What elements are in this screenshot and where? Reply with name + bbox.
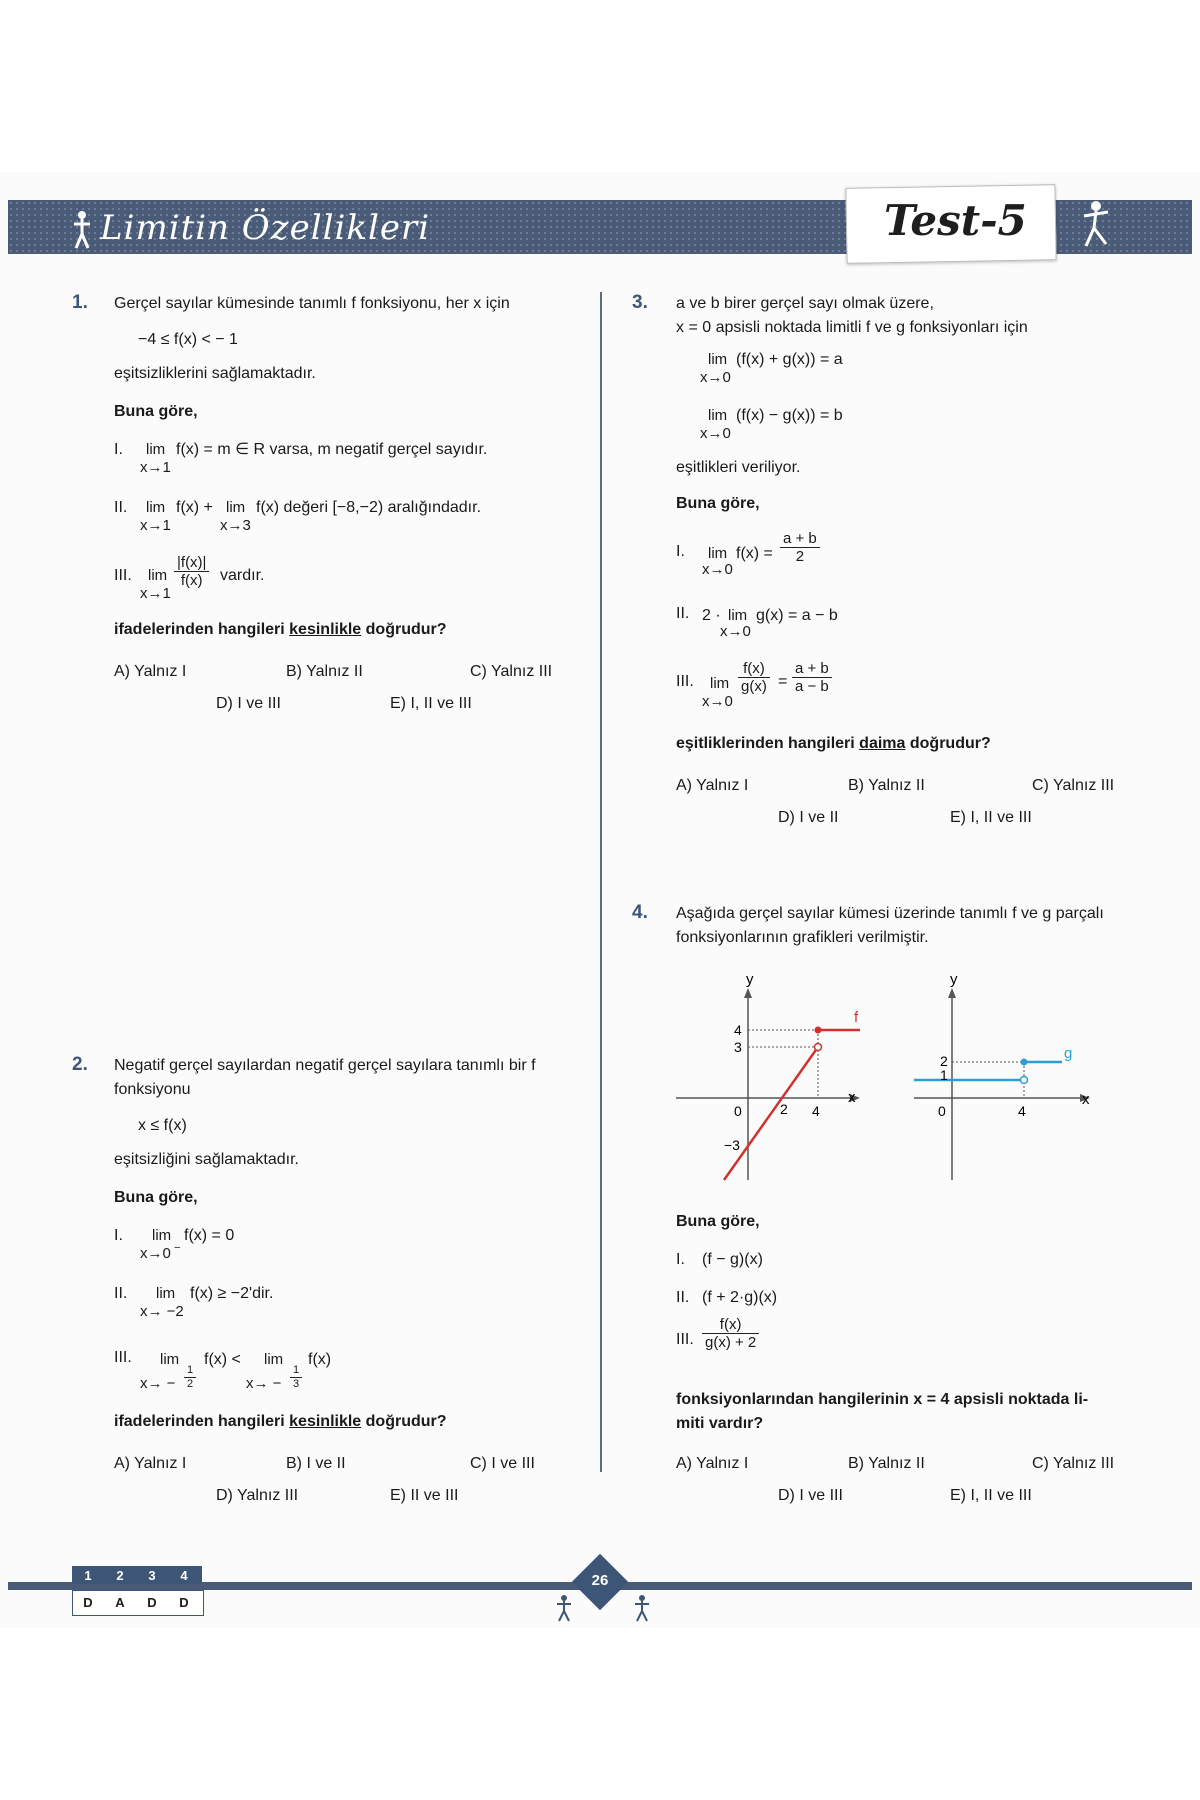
- x-tick: 4: [812, 1103, 820, 1119]
- open-point: [815, 1044, 822, 1051]
- statement-text: (f − g)(x): [702, 1251, 763, 1268]
- y-axis-arrow: [744, 988, 752, 998]
- question-stem-b: x = 0 apsisli noktada limitli f ve g fonksiyonları için: [676, 319, 1028, 336]
- y-tick: 2: [940, 1053, 948, 1069]
- numerator: 1: [184, 1364, 196, 1378]
- answer-key-letter: D: [147, 1595, 157, 1610]
- topic-title: Limitin Özellikleri: [100, 208, 431, 248]
- lim-subscript: x→ −: [246, 1375, 282, 1392]
- lim-subscript: x→0: [700, 369, 731, 386]
- option-c[interactable]: C) Yalnız III: [1032, 777, 1115, 794]
- lim-word: lim: [708, 407, 728, 424]
- x-tick: 4: [1018, 1103, 1026, 1119]
- question-prompt-b: miti vardır?: [676, 1415, 764, 1432]
- option-b[interactable]: B) Yalnız II: [848, 777, 925, 794]
- statement-text: f(x) = 0: [184, 1227, 235, 1244]
- y-axis-arrow: [948, 988, 956, 998]
- option-a[interactable]: A) Yalnız I: [676, 777, 749, 794]
- open-point: [1021, 1077, 1028, 1084]
- x-tick: 2: [780, 1101, 788, 1117]
- answer-key-number: 3: [148, 1568, 156, 1583]
- lim-subscript: x→0: [702, 561, 733, 578]
- question-prompt: ifadelerinden hangileri kesinlikle doğrudur?: [114, 621, 447, 638]
- fraction: [738, 660, 770, 695]
- page-number: 26: [591, 1572, 609, 1589]
- denominator: f(x): [180, 572, 203, 589]
- lim-word: lim: [146, 441, 166, 458]
- statement-text: f(x) +: [176, 499, 213, 516]
- statement-text: f(x) <: [204, 1351, 241, 1368]
- answer-key-number: 4: [180, 1568, 188, 1583]
- denominator: a − b: [795, 678, 829, 695]
- column-divider: [600, 292, 602, 1472]
- x-axis-label: x: [1082, 1091, 1090, 1108]
- answer-key-number: 2: [116, 1568, 124, 1583]
- denominator: 3: [293, 1378, 300, 1390]
- lim-word: lim: [160, 1351, 180, 1368]
- figure-icon: [1080, 200, 1114, 255]
- option-b[interactable]: B) Yalnız II: [848, 1455, 925, 1472]
- option-e[interactable]: E) I, II ve III: [950, 809, 1032, 826]
- statement-text: f(x) değeri [−8,−2) aralığındadır.: [256, 499, 482, 516]
- statement-text: f(x) =: [736, 545, 773, 562]
- graph-f: [672, 966, 868, 1188]
- series-label: g: [1064, 1045, 1073, 1062]
- numerator: f(x): [738, 660, 770, 678]
- question-number: 3.: [632, 292, 648, 313]
- option-b[interactable]: B) Yalnız II: [286, 663, 363, 680]
- statement-label: III.: [676, 1331, 694, 1348]
- option-c[interactable]: C) Yalnız III: [470, 663, 553, 680]
- question-stem-b: fonksiyonlarının grafikleri verilmiştir.: [676, 929, 929, 946]
- question-stem-b: fonksiyonu: [114, 1081, 191, 1098]
- runner-icon: [70, 210, 94, 255]
- fraction: [780, 530, 820, 565]
- question-stem-2: eşitsizliklerini sağlamaktadır.: [114, 365, 316, 382]
- option-a[interactable]: A) Yalnız I: [114, 1455, 187, 1472]
- option-e[interactable]: E) I, II ve III: [950, 1487, 1032, 1504]
- origin-label: 0: [734, 1103, 742, 1119]
- x-axis-label: x: [848, 1089, 856, 1106]
- y-axis-label: y: [950, 971, 958, 988]
- numerator: a + b: [780, 530, 820, 548]
- answer-key-letter: D: [83, 1595, 93, 1610]
- test-label: Test-5: [884, 196, 1027, 245]
- fraction: [792, 660, 832, 695]
- statement-label: I.: [676, 543, 685, 560]
- lim-subscript: x→0: [702, 693, 733, 710]
- lead-text: Buna göre,: [676, 495, 760, 512]
- answer-key-number: 1: [84, 1568, 92, 1583]
- statement-text: f(x) ≥ −2'dir.: [190, 1285, 274, 1302]
- lim-subscript: x→ −: [140, 1375, 176, 1392]
- question-stem: Negatif gerçel sayılardan negatif gerçel sayılara tanımlı bir f: [114, 1057, 536, 1074]
- y-tick: −3: [724, 1137, 740, 1153]
- question-stem-2: eşitlikleri veriliyor.: [676, 459, 801, 476]
- option-d[interactable]: D) Yalnız III: [216, 1487, 299, 1504]
- statement-label: I.: [114, 1227, 123, 1244]
- inequality: −4 ≤ f(x) < − 1: [138, 331, 238, 348]
- answer-key-letter: D: [179, 1595, 189, 1610]
- statement-text: vardır.: [220, 567, 265, 584]
- numerator: f(x): [702, 1316, 759, 1334]
- filled-point: [1021, 1059, 1028, 1066]
- small-fraction: [184, 1364, 196, 1391]
- small-fraction: [290, 1364, 302, 1391]
- origin-label: 0: [938, 1103, 946, 1119]
- statement-text: 2 ·: [702, 607, 721, 624]
- statement-label: II.: [676, 605, 690, 622]
- statement-label: III.: [114, 567, 132, 584]
- lim-subscript: x→1: [140, 585, 171, 602]
- statement-label: I.: [676, 1251, 685, 1268]
- numerator: |f(x)|: [174, 554, 209, 572]
- equation: (f(x) − g(x)) = b: [736, 407, 843, 424]
- option-a[interactable]: A) Yalnız I: [676, 1455, 749, 1472]
- equals-sign: =: [778, 673, 788, 690]
- lim-word: lim: [148, 567, 168, 584]
- question-prompt: eşitliklerinden hangileri daima doğrudur?: [676, 735, 991, 752]
- lim-subscript: x→0: [700, 425, 731, 442]
- question-number: 1.: [72, 292, 88, 313]
- series-label: f: [854, 1009, 859, 1026]
- lim-word: lim: [146, 499, 166, 516]
- statement-label: II.: [114, 499, 128, 516]
- statement-label: I.: [114, 441, 123, 458]
- statement-text: f(x) = m ∈ R varsa, m negatif gerçel sayıdır.: [176, 441, 488, 458]
- lim-word: lim: [708, 351, 728, 368]
- question-stem: a ve b birer gerçel sayı olmak üzere,: [676, 295, 934, 312]
- lim-word: lim: [728, 607, 748, 624]
- statement-label: II.: [676, 1289, 690, 1306]
- lead-text: Buna göre,: [114, 403, 198, 420]
- lim-subscript: x→1: [140, 459, 171, 476]
- lim-word: lim: [264, 1351, 284, 1368]
- answer-key-letter: A: [115, 1595, 125, 1610]
- lim-word: lim: [710, 675, 730, 692]
- lim-subscript: x→0: [720, 623, 751, 640]
- statement-label: II.: [114, 1285, 128, 1302]
- lim-word: lim: [152, 1227, 172, 1244]
- figure-icon: [554, 1594, 574, 1627]
- denominator: 2: [795, 548, 805, 565]
- option-d[interactable]: D) I ve II: [778, 809, 839, 826]
- numerator: 1: [290, 1364, 302, 1378]
- question-number: 2.: [72, 1054, 88, 1075]
- statement-text: g(x) = a − b: [756, 607, 838, 624]
- statement-label: III.: [676, 673, 694, 690]
- statement-text: (f + 2·g)(x): [702, 1289, 778, 1306]
- lim-subscript: x→0: [140, 1245, 171, 1262]
- lim-word: lim: [226, 499, 246, 516]
- graph-g: [912, 966, 1100, 1188]
- lead-text: Buna göre,: [114, 1189, 198, 1206]
- lim-subscript: x→ −2: [140, 1303, 184, 1320]
- lim-word: lim: [708, 545, 728, 562]
- fraction: [174, 554, 209, 589]
- option-c[interactable]: C) Yalnız III: [1032, 1455, 1115, 1472]
- filled-point: [815, 1027, 822, 1034]
- lim-subscript: x→3: [220, 517, 251, 534]
- statement-label: III.: [114, 1349, 132, 1366]
- inequality: x ≤ f(x): [138, 1117, 187, 1134]
- lim-subscript: x→1: [140, 517, 171, 534]
- y-tick: 4: [734, 1022, 742, 1038]
- option-e[interactable]: E) I, II ve III: [390, 695, 472, 712]
- option-d[interactable]: D) I ve III: [778, 1487, 843, 1504]
- lim-superscript: −: [174, 1242, 181, 1254]
- question-stem: Gerçel sayılar kümesinde tanımlı f fonksiyonu, her x için: [114, 295, 510, 312]
- y-tick: 1: [940, 1067, 948, 1083]
- lead-text: Buna göre,: [676, 1213, 760, 1230]
- denominator: 2: [187, 1378, 194, 1390]
- question-prompt: fonksiyonlarından hangilerinin x = 4 apsisli noktada li-: [676, 1391, 1089, 1408]
- option-a[interactable]: A) Yalnız I: [114, 663, 187, 680]
- fraction: [702, 1316, 759, 1351]
- lim-word: lim: [156, 1285, 176, 1302]
- question-prompt: ifadelerinden hangileri kesinlikle doğrudur?: [114, 1413, 447, 1430]
- option-e[interactable]: E) II ve III: [390, 1487, 459, 1504]
- question-stem-2: eşitsizliğini sağlamaktadır.: [114, 1151, 299, 1168]
- y-tick: 3: [734, 1039, 742, 1055]
- y-axis-label: y: [746, 971, 754, 988]
- statement-text: f(x): [308, 1351, 332, 1368]
- figure-icon: [632, 1594, 652, 1627]
- question-number: 4.: [632, 902, 648, 923]
- numerator: a + b: [792, 660, 832, 678]
- denominator: g(x) + 2: [705, 1334, 757, 1351]
- option-c[interactable]: C) I ve III: [470, 1455, 535, 1472]
- option-b[interactable]: B) I ve II: [286, 1455, 346, 1472]
- question-stem: Aşağıda gerçel sayılar kümesi üzerinde tanımlı f ve g parçalı: [676, 905, 1104, 922]
- equation: (f(x) + g(x)) = a: [736, 351, 843, 368]
- option-d[interactable]: D) I ve III: [216, 695, 281, 712]
- denominator: g(x): [741, 678, 767, 695]
